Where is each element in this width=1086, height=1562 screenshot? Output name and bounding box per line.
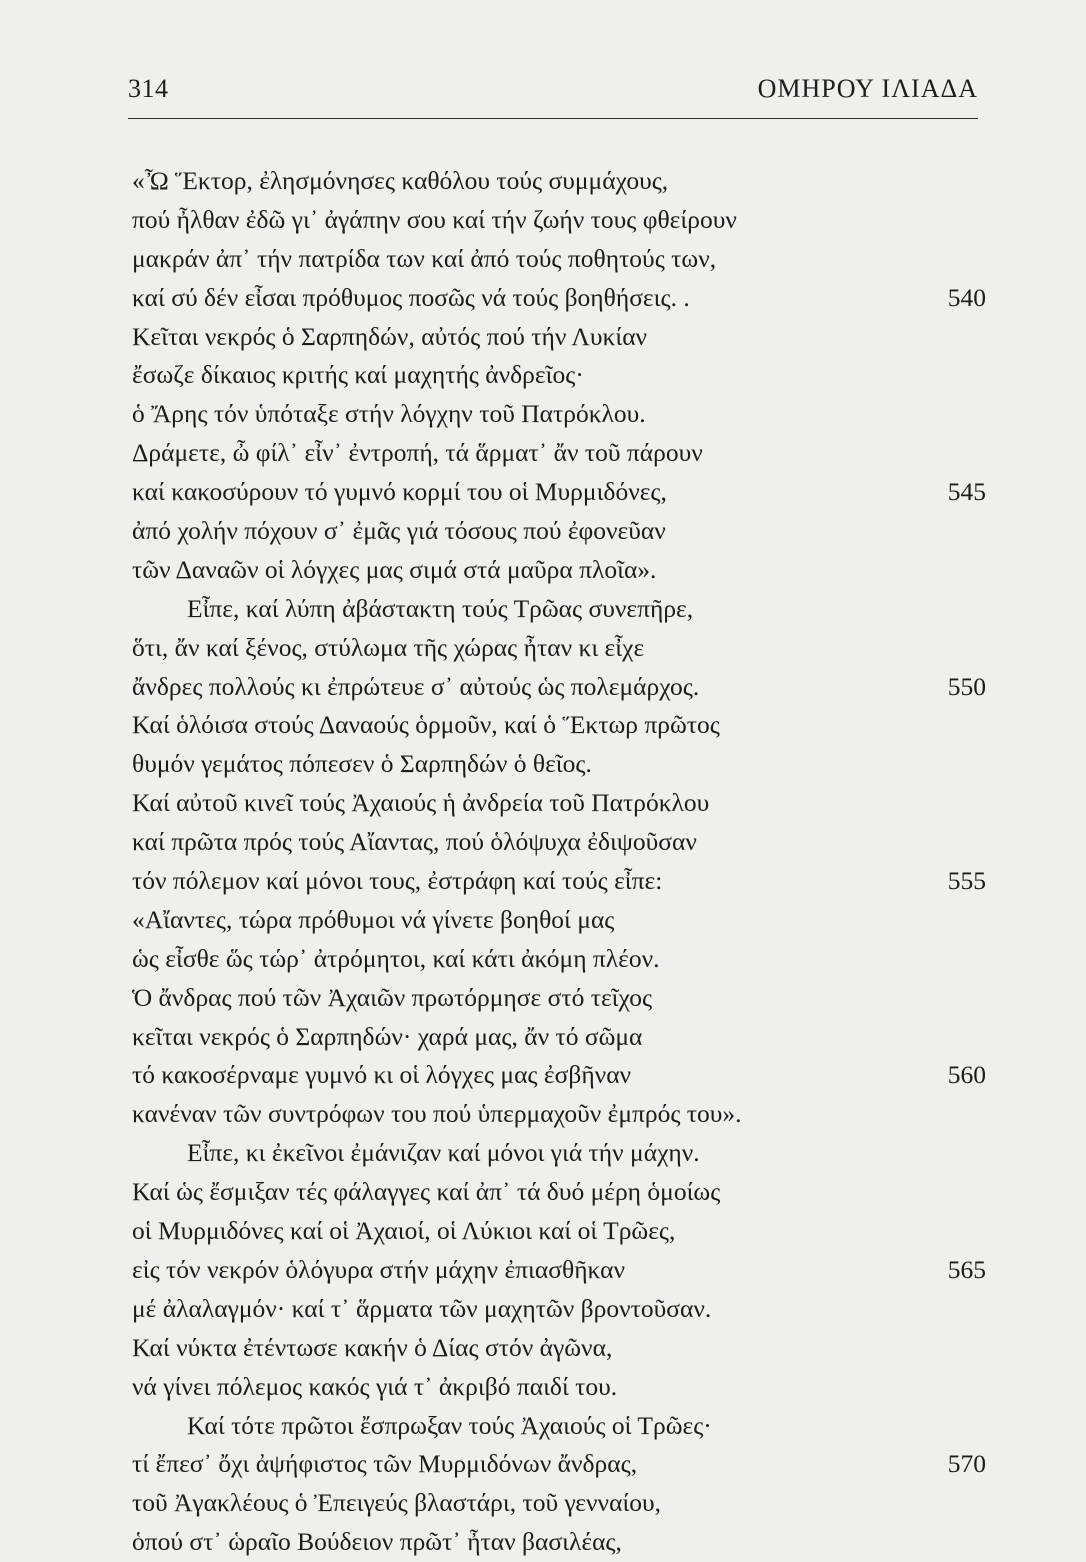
verse-text: ὡς εἶσθε ὥς τώρ᾽ ἀτρόμητοι, καί κάτι ἀκόμη πλέον. [132,943,660,973]
verse-line [132,1484,986,1523]
line-number: 555 [947,866,986,896]
line-number: 560 [947,1060,986,1090]
verse-text: κανέναν τῶν συντρόφων του πού ὑπερμαχοῦν ἐμπρός του». [132,1099,742,1129]
verse-line [132,1212,986,1251]
line-number: 550 [947,671,986,701]
verse-line [132,979,986,1018]
verse-text: Εἶπε, κι ἐκεῖνοι ἐμάνιζαν καί μόνοι γιά τήν μάχην. [187,1138,700,1168]
verse-line [132,162,986,201]
verse-text: «Ὦ Ἕκτορ, ἐλησμόνησες καθόλου τούς συμμάχους, [132,166,669,195]
verse-text: Καί νύκτα ἐτέντωσε κακήν ὁ Δίας στόν ἀγῶνα, [132,1332,613,1362]
verse-text: θυμόν γεμάτος πόπεσεν ὁ Σαρπηδών ὁ θεῖος. [132,749,592,779]
verse-line [132,940,986,979]
verse-line [132,240,986,279]
verse-line [132,279,986,318]
verse-line [132,512,986,551]
verse-text: τί ἔπεσ᾽ ὄχι ἀψήφιστος τῶν Μυρμιδόνων ἄνδρας, [132,1449,638,1479]
verse-line [132,1251,986,1290]
verse-line [132,201,986,240]
verse-text: τό κακοσέρναμε γυμνό κι οἱ λόγχες μας ἐσβῆναν [132,1060,632,1090]
verse-line [132,1523,986,1562]
verse-line [132,706,986,745]
verse-text: καί σύ δέν εἶσαι πρόθυμος ποσῶς νά τούς βοηθήσεις. . [132,282,690,312]
verse-text: «Αἴαντες, τώρα πρόθυμοι νά γίνετε βοηθοί μας [132,904,615,934]
verse-text: Καί τότε πρῶτοι ἔσπρωξαν τούς Ἀχαιούς οἱ Τρῶες· [187,1410,712,1440]
verse-line [132,356,986,395]
verse-line [132,1173,986,1212]
verse-block [132,162,986,1562]
verse-line [132,1018,986,1057]
verse-text: καί πρῶτα πρός τούς Αἴαντας, πού ὁλόψυχα ἐδιψοῦσαν [132,827,697,857]
verse-line [132,1329,986,1368]
verse-text: εἰς τόν νεκρόν ὁλόγυρα στήν μάχην ἐπιασθῆκαν [132,1254,626,1284]
verse-line [132,823,986,862]
verse-line [132,1407,986,1446]
verse-line [132,434,986,473]
line-number: 565 [947,1254,986,1284]
verse-line [132,473,986,512]
verse-text: ὁπού στ᾽ ὡραῖο Βούδειον πρῶτ᾽ ἦταν βασιλέας, [132,1527,622,1557]
verse-line [132,1290,986,1329]
verse-text: Καί ὁλόισα στούς Δαναούς ὁρμοῦν, καί ὁ Ἕκτωρ πρῶτος [132,710,720,740]
verse-text: τῶν Δαναῶν οἱ λόγχες μας σιμά στά μαῦρα πλοῖα». [132,554,657,584]
verse-text: Καί αὐτοῦ κινεῖ τούς Ἀχαιούς ἡ ἀνδρεία τοῦ Πατρόκλου [132,788,710,818]
verse-line [132,1445,986,1484]
verse-text: Καί ὡς ἔσμιξαν τές φάλαγγες καί ἀπ᾽ τά δυό μέρη ὁμοίως [132,1177,721,1207]
verse-text: μέ ἀλαλαγμόν· καί τ᾽ ἅρματα τῶν μαχητῶν βροντοῦσαν. [132,1293,712,1323]
verse-text: Εἶπε, καί λύπη ἀβάστακτη τούς Τρῶας συνεπῆρε, [187,593,694,623]
verse-line [132,1056,986,1095]
verse-line [132,395,986,434]
page-number: 314 [128,74,169,103]
verse-text: Δράμετε, ὦ φίλ᾽ εἶν᾽ ἐντροπή, τά ἅρματ᾽ ἄν τοῦ πάρουν [132,438,703,468]
verse-line [132,1095,986,1134]
verse-line [132,901,986,940]
running-head: ΟΜΗΡΟΥ ΙΛΙΑΔΑ [757,74,978,103]
verse-line [132,784,986,823]
verse-text: νά γίνει πόλεμος κακός γιά τ᾽ ἀκριβό παιδί του. [132,1371,618,1401]
verse-text: Κεῖται νεκρός ὁ Σαρπηδών, αὐτός πού τήν Λυκίαν [132,321,648,351]
verse-text: ὁ Ἄρης τόν ὑπόταξε στήν λόγχην τοῦ Πατρόκλου. [132,399,646,429]
verse-text: κεῖται νεκρός ὁ Σαρπηδών· χαρά μας, ἄν τό σῶμα [132,1021,643,1051]
verse-line [132,862,986,901]
verse-text: οἱ Μυρμιδόνες καί οἱ Ἀχαιοί, οἱ Λύκιοι καί οἱ Τρῶες, [132,1216,676,1246]
line-number: 545 [947,477,986,507]
verse-text: μακράν ἀπ᾽ τήν πατρίδα των καί ἀπό τούς ποθητούς των, [132,243,717,273]
line-number: 570 [947,1449,986,1479]
verse-line [132,590,986,629]
verse-line [132,1134,986,1173]
verse-text: ἀπό χολήν πόχουν σ᾽ ἐμᾶς γιά τόσους πού ἐφονεῦαν [132,516,666,546]
verse-text: τόν πόλεμον καί μόνοι τους, ἐστράφη καί τούς εἶπε: [132,866,663,896]
verse-line [132,745,986,784]
verse-text: τοῦ Ἀγακλέους ὁ Ἐπειγεύς βλαστάρι, τοῦ γενναίου, [132,1488,662,1518]
line-number: 540 [947,282,986,312]
verse-text: ὅτι, ἄν καί ξένος, στύλωμα τῆς χώρας ἦταν κι εἶχε [132,632,645,662]
verse-line [132,668,986,707]
verse-text: καί κακοσύρουν τό γυμνό κορμί του οἱ Μυρμιδόνες, [132,477,667,507]
verse-line [132,318,986,357]
verse-text: ἔσωζε δίκαιος κριτής καί μαχητής ἀνδρεῖος· [132,360,584,390]
verse-text: ἄνδρες πολλούς κι ἐπρώτευε σ᾽ αὐτούς ὡς πολεμάρχος. [132,671,700,701]
verse-text: πού ἦλθαν ἐδῶ γι᾽ ἀγάπην σου καί τήν ζωήν τους φθείρουν [132,204,737,234]
header-rule [128,118,978,119]
verse-text: Ὁ ἄνδρας πού τῶν Ἀχαιῶν πρωτόρμησε στό τεῖχος [132,982,653,1012]
verse-line [132,629,986,668]
verse-line [132,551,986,590]
verse-line [132,1368,986,1407]
